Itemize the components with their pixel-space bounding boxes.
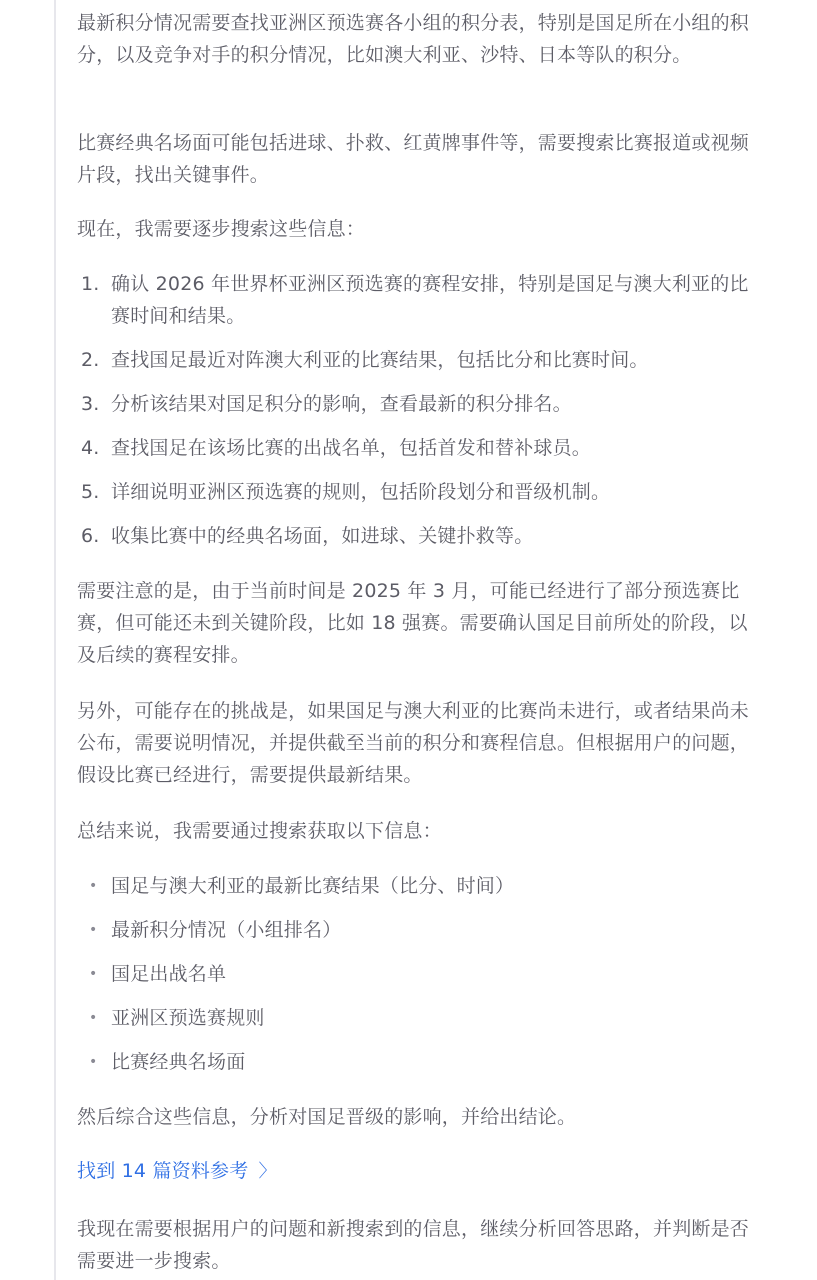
bullet-icon: • [89,1054,98,1070]
paragraph-challenge-note: 另外，可能存在的挑战是，如果国足与澳大利亚的比赛尚未进行，或者结果尚未公布，需要说明情况，并提供截至当前的积分和赛程信息。但根据用户的问题，假设比赛已经进行，需要提供最新结果。 [77,700,750,786]
list-item-text: 收集比赛中的经典名场面，如进球、关键扑救等。 [111,525,534,547]
chevron-right-icon: 〉 [258,1161,277,1182]
paragraph-plan-intro: 现在，我需要逐步搜索这些信息： [77,218,366,240]
list-item [77,870,757,902]
references-link-label: 找到 14 篇资料参考 [77,1160,249,1182]
list-item [77,1046,757,1078]
list-item-text: 详细说明亚洲区预选赛的规则，包括阶段划分和晋级机制。 [111,481,611,503]
list-item-text: 国足与澳大利亚的最新比赛结果（比分、时间） [111,875,515,897]
list-item-text: 最新积分情况（小组排名） [111,919,342,941]
list-item [77,958,757,990]
bullet-icon: • [89,966,98,982]
bullet-icon: • [89,878,98,894]
list-number: 4. [81,437,100,459]
list-item [77,344,757,376]
references-link[interactable] [77,1155,277,1188]
list-item-text: 查找国足在该场比赛的出战名单，包括首发和替补球员。 [111,437,592,459]
bullet-icon: • [89,922,98,938]
list-item-text: 确认 2026 年世界杯亚洲区预选赛的赛程安排，特别是国足与澳大利亚的比赛时间和结果。 [111,273,749,327]
paragraph-highlights: 比赛经典名场面可能包括进球、扑救、红黄牌事件等，需要搜索比赛报道或视频片段，找出关键事件。 [77,132,750,186]
list-item-text: 比赛经典名场面 [111,1051,246,1073]
thought-rail [54,0,56,1280]
list-item [77,914,757,946]
list-item [77,1002,757,1034]
list-item [77,520,757,552]
list-number: 1. [81,273,100,295]
list-number: 5. [81,481,100,503]
list-item [77,388,757,420]
list-number: 2. [81,349,100,371]
list-item [77,432,757,464]
list-item [77,268,757,332]
list-item-text: 亚洲区预选赛规则 [111,1007,265,1029]
paragraph-standings: 最新积分情况需要查找亚洲区预选赛各小组的积分表，特别是国足所在小组的积分，以及竞争对手的积分情况，比如澳大利亚、沙特、日本等队的积分。 [77,12,750,66]
list-number: 3. [81,393,100,415]
paragraph-final: 我现在需要根据用户的问题和新搜索到的信息，继续分析回答思路，并判断是否需要进一步搜索。 [77,1218,750,1272]
list-item [77,476,757,508]
paragraph-timing-note: 需要注意的是，由于当前时间是 2025 年 3 月，可能已经进行了部分预选赛比赛，但可能还未到关键阶段，比如 18 强赛。需要确认国足目前所处的阶段，以及后续的赛程安排。 [77,580,748,666]
list-item-text: 分析该结果对国足积分的影响，查看最新的积分排名。 [111,393,572,415]
list-item-text: 国足出战名单 [111,963,227,985]
list-number: 6. [81,525,100,547]
list-item-text: 查找国足最近对阵澳大利亚的比赛结果，包括比分和比赛时间。 [111,349,649,371]
paragraph-conclusion: 然后综合这些信息，分析对国足晋级的影响，并给出结论。 [77,1106,577,1128]
bullet-icon: • [89,1010,98,1026]
paragraph-summary-intro: 总结来说，我需要通过搜索获取以下信息： [77,820,442,842]
